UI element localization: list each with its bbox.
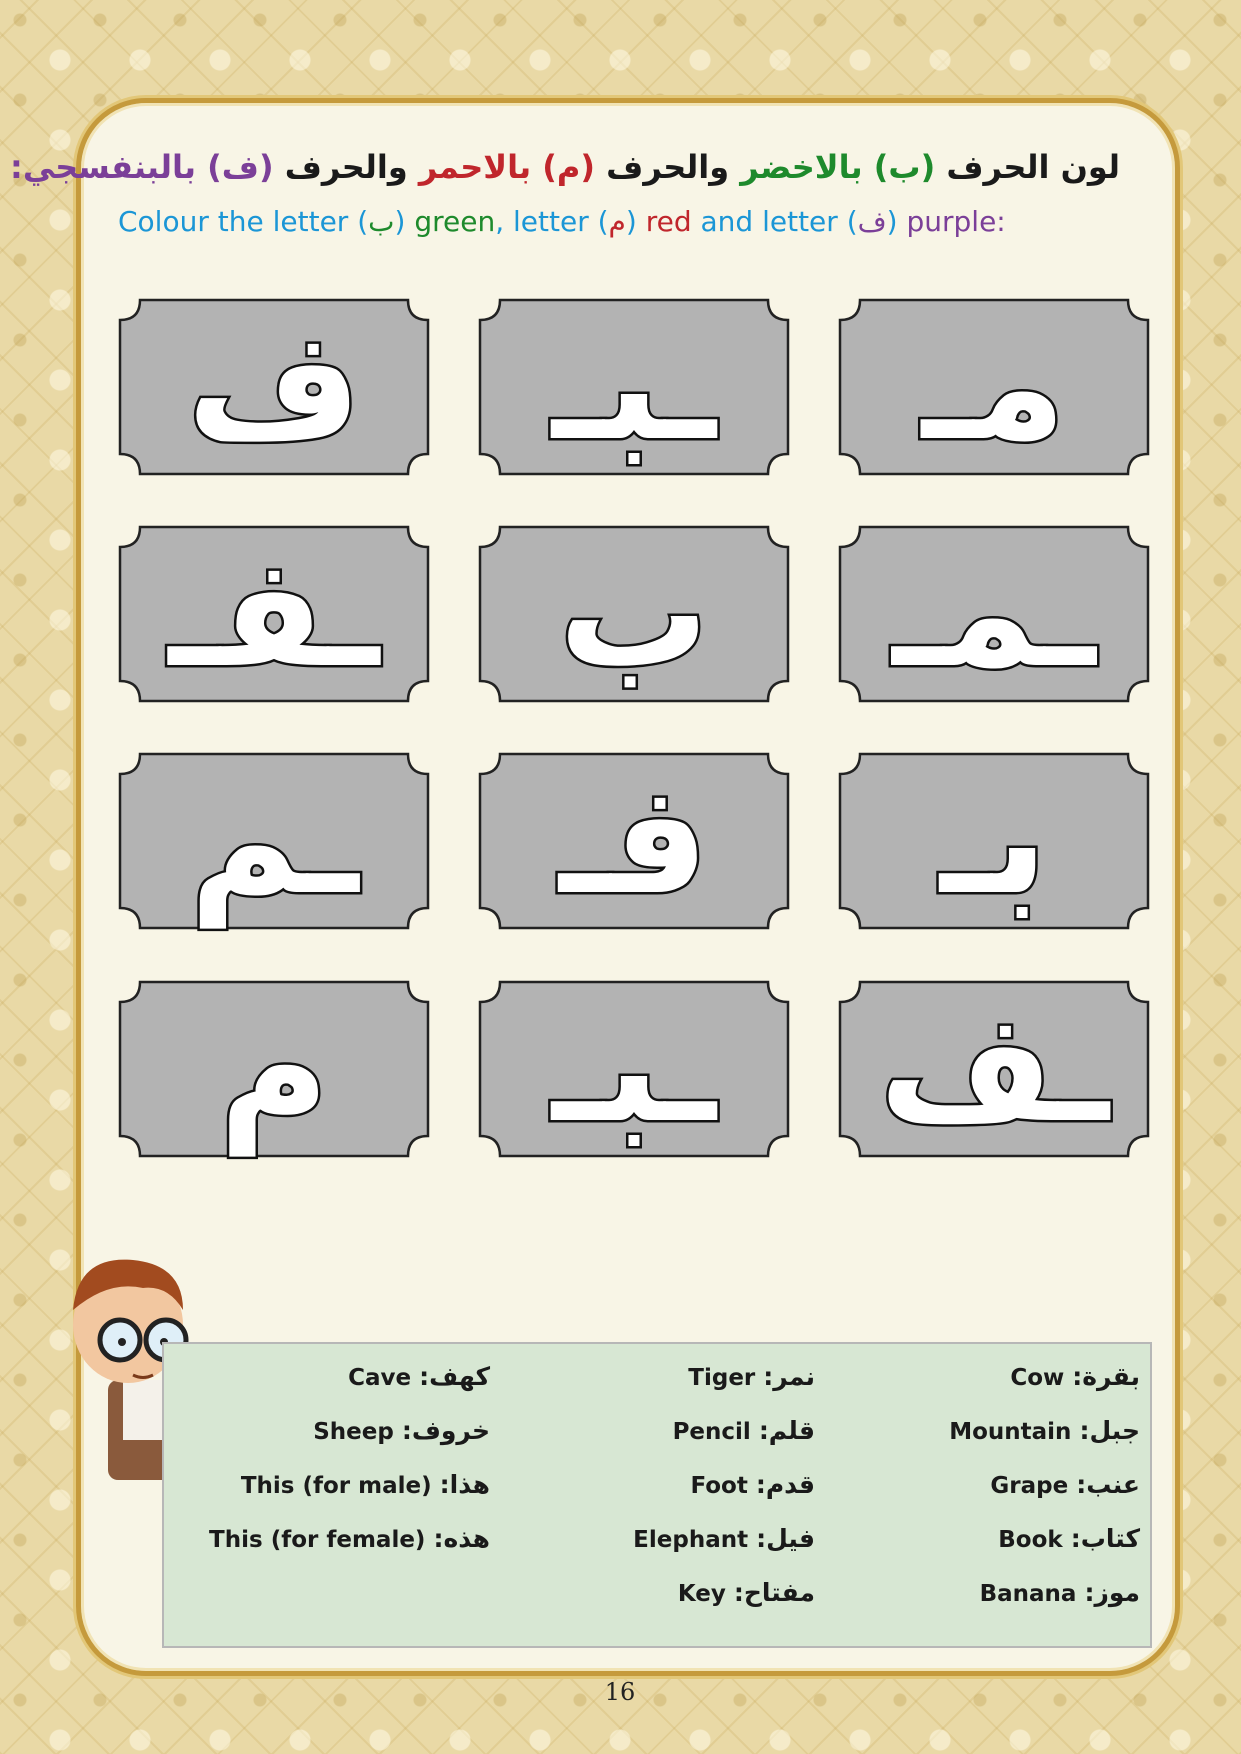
letter-card[interactable]	[478, 525, 790, 703]
card-letter: ب	[558, 527, 710, 701]
letter-card[interactable]	[838, 980, 1150, 1158]
vocab-item	[190, 1416, 490, 1456]
vocab-english: This (for female)	[209, 1527, 426, 1553]
vocab-english: Cow	[1010, 1365, 1065, 1391]
card-letter: ـمـ	[892, 527, 1096, 701]
vocab-english: Elephant	[633, 1527, 749, 1553]
instruction-text: Colour the letter (	[118, 205, 369, 238]
vocab-item	[840, 1362, 1140, 1402]
word-green: بالاخضر	[740, 148, 874, 186]
card-letter: ـفـ	[168, 527, 380, 701]
vocab-arabic: خروف:	[401, 1416, 490, 1445]
instruction-text: لون الحرف	[935, 148, 1120, 186]
vocab-item	[190, 1470, 490, 1510]
instruction-text: and letter (	[691, 205, 858, 238]
card-letter: ـبـ	[552, 300, 716, 474]
vocab-arabic: جبل:	[1079, 1416, 1140, 1445]
vocab-arabic: موز:	[1084, 1578, 1140, 1607]
vocab-item	[840, 1470, 1140, 1510]
vocab-item	[840, 1578, 1140, 1618]
vocab-item	[515, 1362, 815, 1402]
vocab-item	[840, 1416, 1140, 1456]
vocab-english: Mountain	[949, 1419, 1072, 1445]
card-letter: ـف	[879, 982, 1109, 1156]
letter-ba-label: (ب)	[873, 148, 936, 186]
letter-meem-label: (م)	[542, 148, 595, 186]
vocab-arabic: نمر:	[763, 1362, 815, 1391]
letter-card[interactable]	[118, 980, 430, 1158]
vocab-arabic: مفتاح:	[733, 1578, 815, 1607]
vocab-arabic: قدم:	[755, 1470, 815, 1499]
word-red: red	[645, 205, 692, 238]
vocab-english: Key	[677, 1581, 726, 1607]
vocab-item	[515, 1470, 815, 1510]
page-number: 16	[604, 1678, 636, 1706]
card-letter: بـ	[940, 754, 1048, 928]
vocab-item	[190, 1524, 490, 1564]
letter-card[interactable]	[478, 752, 790, 930]
vocab-arabic: عنب:	[1076, 1470, 1140, 1499]
vocab-english: Grape	[990, 1473, 1069, 1499]
vocab-english: This (for male)	[240, 1473, 432, 1499]
card-letter: مـ	[921, 300, 1067, 474]
instruction-text: والحرف	[595, 148, 741, 186]
instruction-english	[118, 205, 1118, 249]
letter-card[interactable]	[118, 298, 430, 476]
vocab-arabic: كهف:	[419, 1362, 490, 1391]
word-purple: بالبنفسجي:	[10, 148, 208, 186]
card-letter: م	[219, 982, 329, 1156]
word-purple: purple:	[906, 205, 1006, 238]
vocab-english: Cave	[348, 1365, 412, 1391]
vocabulary-box	[162, 1342, 1152, 1648]
letter-card[interactable]	[118, 752, 430, 930]
vocab-english: Tiger	[688, 1365, 756, 1391]
letter-card[interactable]	[838, 525, 1150, 703]
letter-card[interactable]	[838, 298, 1150, 476]
vocab-english: Book	[998, 1527, 1063, 1553]
card-letter: ـبـ	[552, 982, 716, 1156]
vocab-english: Pencil	[672, 1419, 751, 1445]
vocab-arabic: فيل:	[756, 1524, 815, 1553]
vocab-arabic: كتاب:	[1070, 1524, 1140, 1553]
vocab-item	[190, 1362, 490, 1402]
card-letter: ـم	[189, 754, 359, 928]
letter-card[interactable]	[478, 980, 790, 1158]
letter-card[interactable]	[118, 525, 430, 703]
instruction-text: )	[886, 205, 907, 238]
word-red: بالاحمر	[418, 148, 543, 186]
letter-meem: م	[608, 205, 626, 238]
vocab-english: Foot	[690, 1473, 748, 1499]
word-green: green	[414, 205, 496, 238]
instruction-text: )	[625, 205, 646, 238]
instruction-text: )	[394, 205, 415, 238]
instruction-arabic	[10, 148, 1120, 196]
letter-card[interactable]	[478, 298, 790, 476]
vocab-english: Banana	[979, 1581, 1077, 1607]
vocab-item	[515, 1578, 815, 1618]
vocab-arabic: هذا:	[439, 1470, 490, 1499]
vocab-item	[515, 1416, 815, 1456]
vocab-arabic: قلم:	[758, 1416, 815, 1445]
vocab-arabic: بقرة:	[1072, 1362, 1140, 1391]
letter-card[interactable]	[838, 752, 1150, 930]
instruction-text: , letter (	[495, 205, 609, 238]
instruction-text: والحرف	[273, 148, 419, 186]
vocab-item	[515, 1524, 815, 1564]
vocab-english: Sheep	[313, 1419, 394, 1445]
card-letter: ف	[186, 300, 362, 474]
card-letter: فـ	[559, 754, 709, 928]
letter-ba: ب	[368, 205, 395, 238]
letter-fa-label: (ف)	[207, 148, 274, 186]
letter-fa: ف	[857, 205, 887, 238]
vocab-arabic: هذه:	[433, 1524, 490, 1553]
vocab-item	[840, 1524, 1140, 1564]
